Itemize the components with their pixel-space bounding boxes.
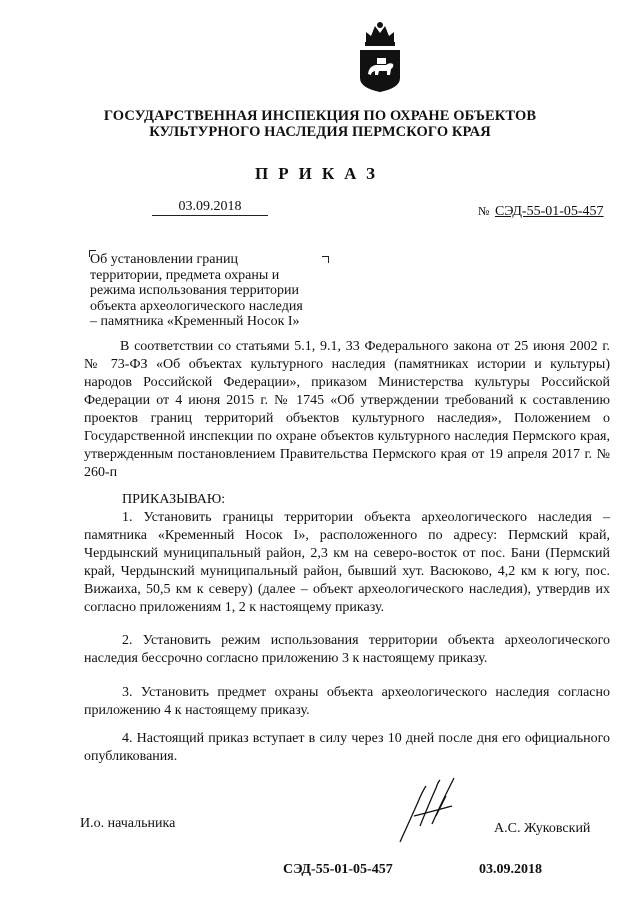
- order-item-4: 4. Настоящий приказ вступает в силу через 10 дней после дня его официального опубликования.: [84, 731, 610, 764]
- order-item-2: 2. Установить режим использования территории объекта археологического наследия бессрочно согласно приложению 3 к настоящему приказу.: [84, 633, 610, 666]
- title-line: объекта археологического наследия: [90, 298, 303, 314]
- preamble-paragraph: В соответствии со статьями 5.1, 9.1, 33 Федерального закона от 25 июня 2002 г. № 73-ФЗ «Об объектах культурного наследия (памятниках истории и культуры) народов Российской Федерации», приказом Министерства культуры Российской Федерации от 4 июня 2015 г. № 1745 «Об утверждении требований к составлению проектов границ территорий объектов культурного наследия», Положением о Государственной инспекции по охране объектов культурного наследия Пермского края, утвержденным постановлением Правительства Пермского края от 19 апреля 2017 г. № 260-п: [84, 339, 610, 480]
- footer-registration-number: СЭД-55-01-05-457: [283, 862, 393, 877]
- organization-name-line-1: ГОСУДАРСТВЕННАЯ ИНСПЕКЦИЯ ПО ОХРАНЕ ОБЪЕКТОВ: [103, 108, 537, 124]
- document-number: [478, 203, 604, 220]
- signatory-name: А.С. Жуковский: [494, 821, 591, 836]
- title-line: Об установлении границ: [90, 252, 238, 267]
- order-word: ПРИКАЗЫВАЮ:: [122, 492, 226, 507]
- number-sign: №: [478, 204, 490, 218]
- perm-krai-coat-of-arms-icon: [357, 20, 403, 94]
- document-number-value: СЭД-55-01-05-457: [494, 204, 604, 219]
- title-line: территории, предмета охраны и: [90, 267, 280, 283]
- order-item-1: 1. Установить границы территории объекта археологического наследия – памятника «Кременный Носок I», расположенного по адресу: Пермский край, Чердынский муниципальный район, 2,3 км на северо-восток от пос. Бани (Пермский край, Чердынский муниципальный район, бывший хут. Васюково, 4,2 км к югу, пос. Вижаиха, 50,5 км к северу) (далее – объект археологического наследия), утвердив их согласно приложениям 1, 2 к настоящему приказу.: [84, 510, 610, 615]
- handwritten-signature: [396, 776, 466, 846]
- organization-name-line-2: КУЛЬТУРНОГО НАСЛЕДИЯ ПЕРМСКОГО КРАЯ: [149, 124, 491, 140]
- order-item-3: 3. Установить предмет охраны объекта археологического наследия согласно приложению 4 к настоящему приказу.: [84, 685, 610, 718]
- signatory-title: И.о. начальника: [80, 816, 176, 831]
- document-title: [90, 252, 335, 330]
- document-type-heading: ПРИКАЗ: [255, 164, 385, 183]
- document-date: 03.09.2018: [152, 198, 268, 216]
- title-line: – памятника «Кременный Носок I»: [90, 314, 300, 329]
- title-line: режима использования территории: [90, 283, 299, 298]
- footer-registration-date: 03.09.2018: [479, 862, 542, 877]
